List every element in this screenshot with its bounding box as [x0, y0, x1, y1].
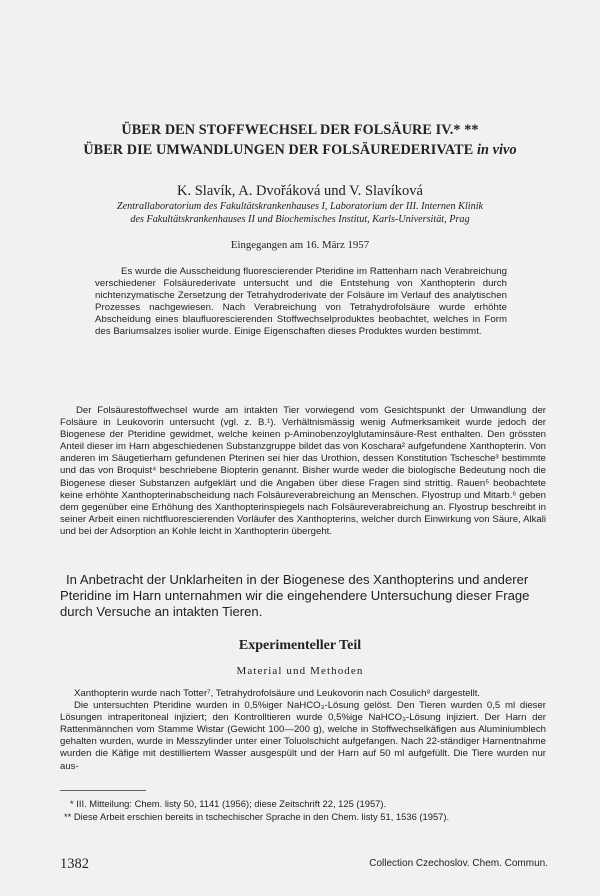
aim-paragraph: In Anbetracht der Unklarheiten in der Biogenese des Xanthopterins und anderer Pteridine im Harn unternahmen wir die eingehendere Untersuchung dieser Frage durch Versuche an intakten Tieren.	[60, 572, 530, 620]
authors: K. Slavík, A. Dvořáková und V. Slavíková	[177, 183, 423, 199]
footnote-rule	[60, 790, 146, 791]
intro-paragraph: Der Folsäurestoffwechsel wurde am intakten Tier vorwiegend vom Gesichtspunkt der Umwandlung der Folsäure in Leukovorin untersucht (vgl. z. B.¹). Verhältnismässig wenig Aufmerksamkeit wurde jedoch der Biogenese der Pteridine gewidmet, welche keinen p-Aminobenzoylglutaminsäure-Rest enthalten. Den grössten Anteil dieser im Harn abgeschiedenen Substanzgruppe bildet das von Koschara² aufgefundene Xanthopterin. Von anderen im Säugetierharn gefundenen Pterinen sei hier das Urothion, dessen Konstitution Tschesche³ bestimmte und das von Broquist⁴ beschriebene Biopterin genannt. Bisher wurde weder die biologische Bedeutung noch die Biogenese dieser Substanzen aufgeklärt und die Angaben über diese Fragen sind strittig. Rauen⁵ beobachtete keine erhöhte Xanthopterinabscheidung nach Folsäureverabreichung an Menschen. Flyostrup und Mitarb.⁶ geben dem gegenüber eine Erhöhung des Xanthopterinspiegels nach Folsäureverabreichung an. Flyostrup beschreibt in seiner Arbeit einen nichtfluorescierenden Vorläufer des Xanthopterins, welcher durch Einwirkung von Säure, Alkali und bei der Adsorption an Kohle leicht in Xanthopterin übergeht.	[60, 405, 546, 537]
journal-name: Collection Czechoslov. Chem. Commun.	[369, 858, 548, 869]
footnote-2: ** Diese Arbeit erschien bereits in tschechischer Sprache in den Chem. listy 51, 1536 (1957).	[64, 811, 450, 822]
title-italic: in vivo	[476, 142, 517, 158]
title-line-1: ÜBER DEN STOFFWECHSEL DER FOLSÄURE IV.* **	[121, 122, 479, 138]
affiliation	[56, 201, 544, 227]
subsection-heading: Material und Methoden	[236, 665, 364, 677]
affiliation-line-1: Zentrallaboratorium des Fakultätskrankenhauses I, Laboratorium der III. Internen Klinik	[116, 201, 484, 212]
methods-text	[60, 688, 546, 773]
page-number: 1382	[60, 856, 89, 872]
footnote-1: * III. Mitteilung: Chem. listy 50, 1141 (1956); diese Zeitschrift 22, 125 (1957).	[70, 798, 387, 809]
title-line-2: ÜBER DIE UMWANDLUNGEN DER FOLSÄUREDERIVATE in vivo	[83, 142, 517, 158]
methods-paragraph-2: Die untersuchten Pteridine wurden in 0,5%iger NaHCO₃-Lösung gelöst. Den Tieren wurden 0,5 ml dieser Lösungen intraperitoneal injiziert; den Kontrolltieren wurde 0,5%ige NaHCO₃-Lösung injiziert. Der Harn der Rattenmännchen vom Stamme Wistar (Gewicht 100—200 g), welche in Stoffwechselkäfigen aus Aluminiumblech gehalten wurden, wurde in Messzylinder unter einer Toluolschicht aufgefangen. Nach 22-ständiger Harnentnahme wurden die Käfige mit destilliertem Wasser ausgespült und der Harn auf 50 ml aufgefüllt. Die Tiere wurden nur aus-	[60, 700, 546, 772]
abstract: Es wurde die Ausscheidung fluorescierender Pteridine im Rattenharn nach Verabreichung verschiedener Folsäurederivate untersucht und die Entstehung von Xanthopterin durch nichtenzymatische Zersetzung der Tetrahydroderivate der Folsäure im Verlauf des analytischen Prozesses nachgewiesen. Nach Verabreichung von Tetrahydrofolsäure wurde erhöhte Abscheidung eines blaufluorescierenden Stoffwechselproduktes beobachtet, welches in Form des Bariumsalzes isolier wurde. Einige Eigenschaften dieses Produktes wurden bestimmt.	[95, 266, 507, 338]
received-date: Eingegangen am 16. März 1957	[230, 239, 370, 251]
affiliation-line-2: des Fakultätskrankenhauses II und Biochemisches Institut, Karls-Universität, Prag	[130, 213, 470, 225]
section-heading: Experimenteller Teil	[238, 638, 362, 653]
methods-paragraph-1: Xanthopterin wurde nach Totter⁷, Tetrahydrofolsäure und Leukovorin nach Cosulich⁸ dargestellt.	[74, 688, 481, 699]
